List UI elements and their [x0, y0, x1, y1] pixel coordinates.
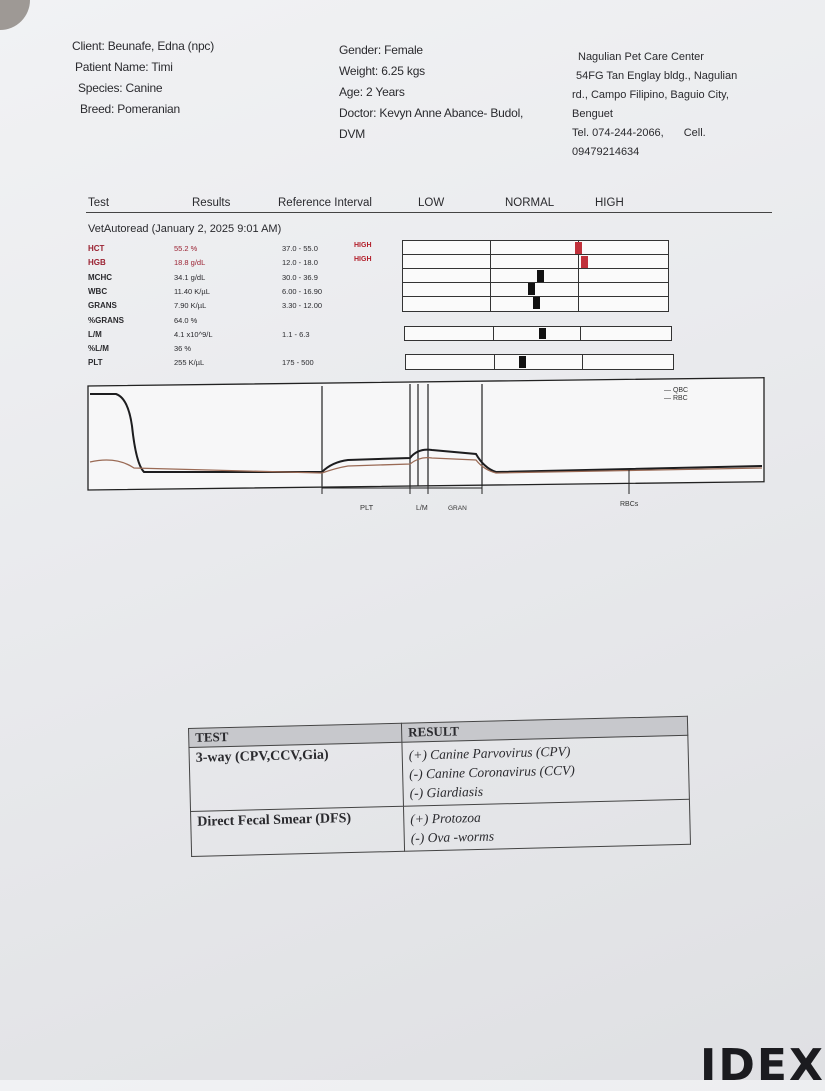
cbc-row [88, 271, 388, 284]
col-results: Results [192, 197, 231, 209]
page-corner-shadow [0, 0, 30, 30]
cbc-row [88, 328, 388, 341]
cbc-result-value: 255 K/µL [174, 358, 205, 368]
cbc-result-value: 18.8 g/dL [174, 258, 206, 268]
cbc-test-name: WBC [88, 286, 108, 296]
table-cell-test: 3-way (CPV,CCV,Gia) [189, 742, 404, 811]
weight-line: Weight: 6.25 kgs [339, 64, 425, 78]
bar-divider-low [490, 241, 491, 311]
normal-marker [533, 297, 540, 309]
normal-marker [528, 283, 535, 295]
cbc-test-name: MCHC [88, 272, 112, 282]
clinic-cell-label: Cell. [683, 127, 706, 139]
age-line: Age: 2 Years [339, 85, 405, 99]
cbc-result-value: 34.1 g/dL [174, 272, 206, 282]
table-cell-result [402, 735, 689, 806]
clinic-tel: Tel. 074-244-2066, [572, 127, 664, 139]
col-reference: Reference Interval [278, 197, 372, 209]
run-title: VetAutoread (January 2, 2025 9:01 AM) [88, 223, 282, 235]
clinic-info [572, 48, 772, 162]
result-line: (+) Canine Parvovirus (CPV) [408, 743, 571, 763]
bar-divider-high [582, 355, 583, 369]
label-lm: L/M [416, 505, 428, 512]
table-row [189, 735, 689, 811]
cbc-test-name: GRANS [88, 301, 117, 311]
doctor-line: Doctor: Kevyn Anne Abance- Budol, [339, 106, 524, 120]
cbc-row [88, 256, 388, 269]
cbc-reference-range: 12.0 - 18.0 [282, 258, 318, 268]
cbc-row [88, 342, 388, 355]
bar-divider-low [493, 327, 494, 340]
normal-marker [537, 270, 544, 282]
species-line: Species: Canine [78, 81, 163, 95]
legend-qbc: — QBC [664, 387, 689, 394]
high-marker [575, 242, 582, 254]
label-plt: PLT [360, 503, 374, 512]
table-header-result: RESULT [401, 716, 687, 742]
bar-row-line [403, 268, 668, 269]
table-cell-result [403, 799, 690, 851]
cbc-flag: HIGH [354, 256, 372, 264]
table-cell-test: Direct Fecal Smear (DFS) [191, 806, 405, 856]
clinic-phone [572, 124, 772, 143]
bar-divider-high [580, 327, 581, 340]
clinic-name: Nagulian Pet Care Center [578, 51, 704, 63]
cbc-reference-range: 30.0 - 36.9 [282, 272, 318, 282]
cbc-row [88, 242, 388, 255]
lab-result-table [188, 716, 691, 857]
normal-marker [539, 328, 546, 339]
clinic-address-2: rd., Campo Filipino, Baguio City, [572, 89, 729, 101]
bar-row-line [403, 282, 668, 283]
cell-histogram [86, 376, 770, 516]
cbc-reference-range: 175 - 500 [282, 358, 314, 368]
cbc-test-name: HCT [88, 244, 105, 253]
cbc-result-value: 11.40 K/µL [174, 286, 210, 296]
cbc-flag: HIGH [354, 242, 372, 249]
bar-divider-low [494, 355, 495, 369]
bar-group-plt [405, 354, 674, 370]
patient-details [339, 40, 523, 145]
cbc-test-name: HGB [88, 258, 106, 268]
col-test: Test [88, 197, 110, 209]
cbc-result-value: 7.90 K/µL [174, 301, 207, 311]
doctor-title: DVM [339, 127, 366, 141]
client-line: Client: Beunafe, Edna (npc) [72, 39, 215, 53]
cbc-row [88, 314, 388, 327]
cbc-test-name: L/M [88, 329, 102, 339]
cbc-row [88, 299, 388, 312]
col-normal: NORMAL [505, 197, 555, 209]
cbc-test-name: %L/M [88, 344, 109, 354]
cbc-reference-range: 3.30 - 12.00 [282, 301, 323, 311]
cbc-test-name: PLT [88, 358, 103, 368]
bar-group-main [402, 240, 669, 312]
histogram-frame [88, 378, 764, 490]
result-line: (+) Protozoa [410, 809, 481, 827]
result-line: (-) Ova -worms [410, 828, 495, 846]
cbc-result-value: 55.2 % [174, 244, 198, 253]
cbc-row [88, 356, 388, 369]
legend-rbc: — RBC [664, 395, 688, 402]
col-high: HIGH [595, 197, 624, 209]
label-rbcs: RBCs [620, 501, 639, 508]
cbc-reference-range: 37.0 - 55.0 [282, 244, 318, 253]
cbc-test-name: %GRANS [88, 315, 125, 325]
label-gran: GRAN [448, 505, 467, 512]
cbc-result-value: 36 % [174, 344, 192, 354]
clinic-cell: 09479214634 [572, 146, 640, 158]
result-line: (-) Canine Coronavirus (CCV) [409, 762, 575, 782]
table-header-test: TEST [189, 723, 402, 747]
bar-row-line [403, 254, 668, 255]
idexx-logo: IDEX [700, 1040, 825, 1091]
result-line: (-) Giardiasis [409, 783, 484, 801]
cbc-reference-range: 1.1 - 6.3 [282, 329, 310, 339]
clinic-address-1: 54FG Tan Englay bldg., Nagulian [576, 70, 738, 82]
patient-info [72, 36, 214, 120]
header-rule [86, 212, 772, 213]
gender-line: Gender: Female [339, 43, 423, 57]
breed-line: Breed: Pomeranian [80, 102, 180, 116]
patient-name-line: Patient Name: Timi [75, 60, 173, 74]
col-low: LOW [418, 197, 445, 209]
normal-marker [519, 356, 526, 368]
cbc-reference-range: 6.00 - 16.90 [282, 286, 323, 296]
cbc-result-value: 4.1 x10^9/L [174, 329, 213, 339]
cbc-row [88, 285, 388, 298]
cbc-result-value: 64.0 % [174, 315, 198, 325]
high-marker [581, 256, 588, 268]
clinic-address-3: Benguet [572, 108, 613, 120]
bar-group-lm [404, 326, 672, 341]
